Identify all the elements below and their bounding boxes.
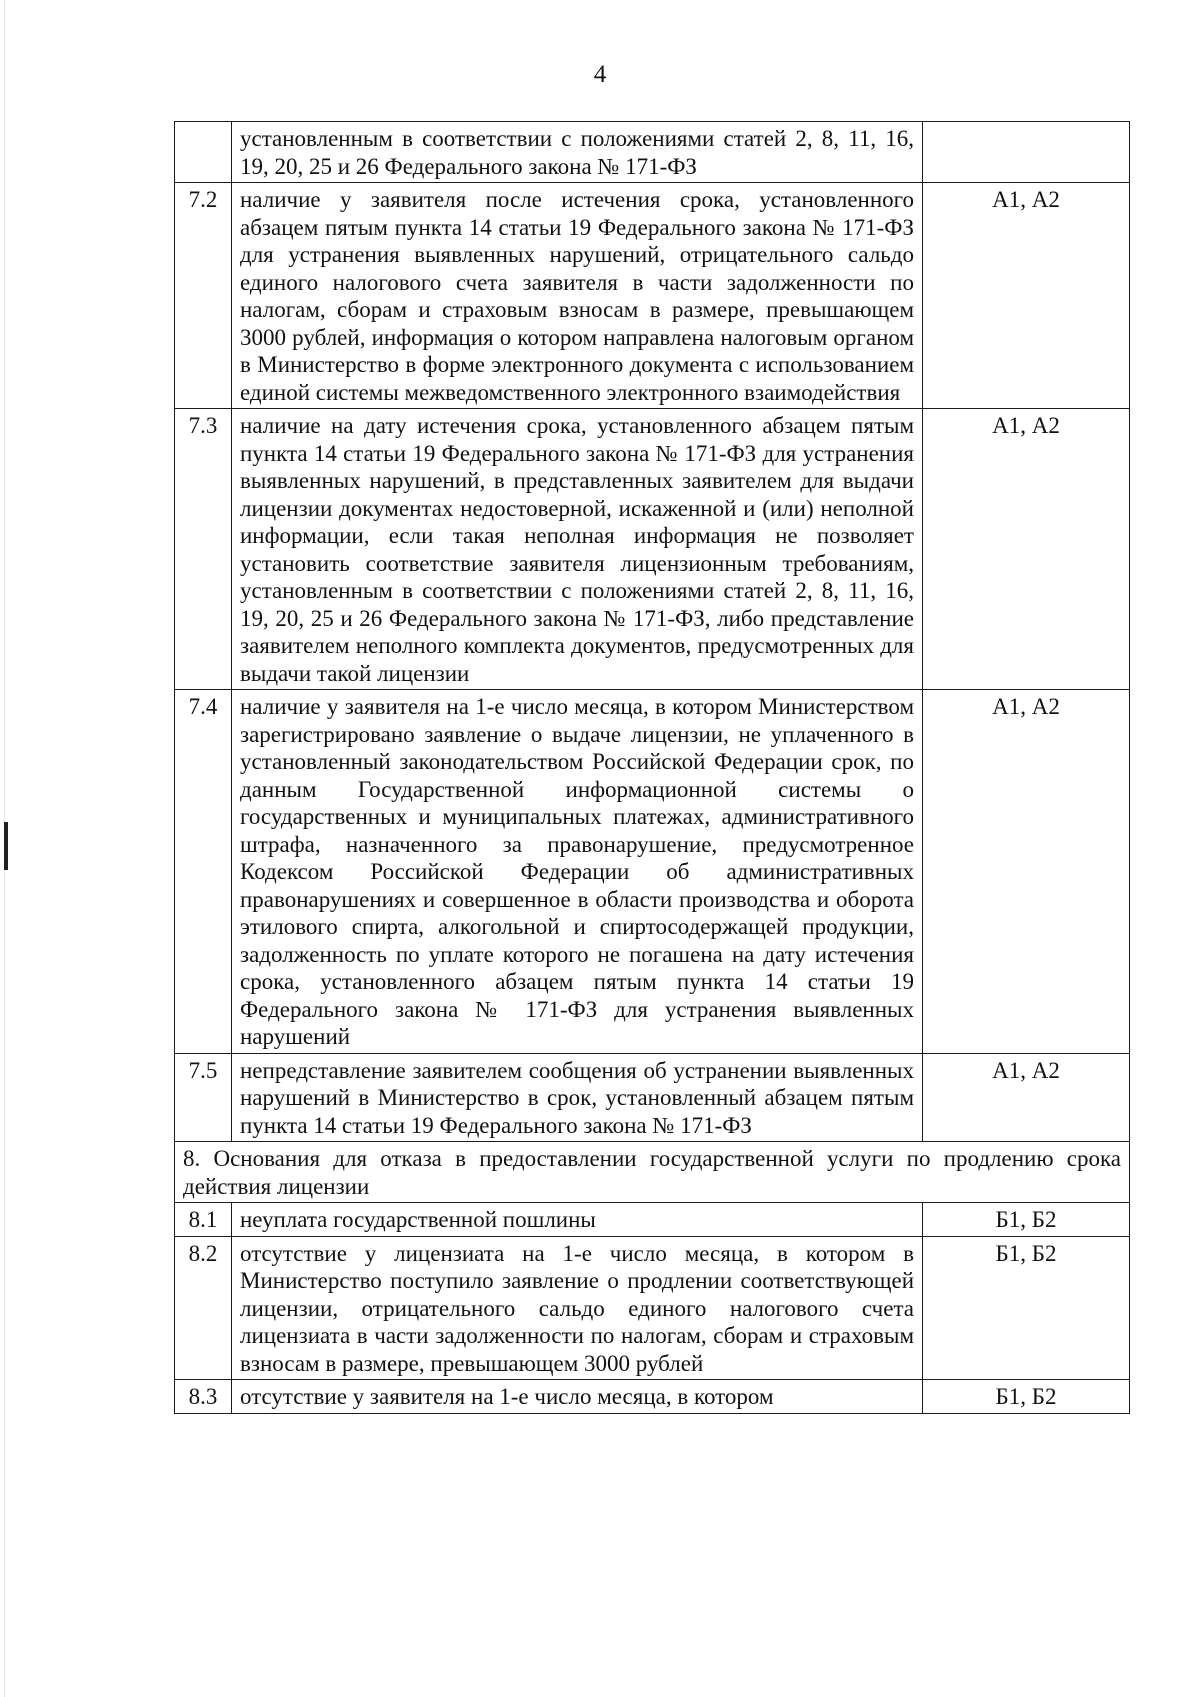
- page-number: 4: [593, 61, 607, 88]
- row-text: отсутствие у лицензиата на 1-е число месяца, в котором в Министерство поступило заявление о продлении соответствующей лицензии, отрицательного сальдо единого налогового счета лицензиата в части задолженности по налогам, сборам и страховым взносам в размере, превышающем 3000 рублей: [232, 1236, 923, 1380]
- table-row: [175, 409, 1130, 690]
- row-code: Б1, Б2: [923, 1203, 1130, 1237]
- grounds-table: [174, 121, 1130, 1414]
- row-code: [923, 122, 1130, 183]
- table-row: [175, 183, 1130, 409]
- row-number: 7.5: [175, 1053, 232, 1142]
- row-code: А1, А2: [923, 183, 1130, 409]
- row-number: 8.3: [175, 1380, 232, 1414]
- row-text: наличие на дату истечения срока, установленного абзацем пятым пункта 14 статьи 19 Федерального закона № 171-ФЗ для устранения выявленных нарушений, в представленных заявителем для выдачи лицензии документах недостоверной, искаженной и (или) неполной информации, если такая неполная информация не позволяет установить соответствие заявителя лицензионным требованиям, установленным в соответствии с положениями статей 2, 8, 11, 16, 19, 20, 25 и 26 Федерального закона № 171-ФЗ, либо представление заявителем неполного комплекта документов, предусмотренных для выдачи такой лицензии: [232, 409, 923, 690]
- row-text: неуплата государственной пошлины: [232, 1203, 923, 1237]
- row-text: непредставление заявителем сообщения об устранении выявленных нарушений в Министерство в срок, установленный абзацем пятым пункта 14 статьи 19 Федерального закона № 171-ФЗ: [232, 1053, 923, 1142]
- row-code: Б1, Б2: [923, 1236, 1130, 1380]
- section-heading-row: [175, 1142, 1130, 1203]
- table-row: [175, 1236, 1130, 1380]
- row-code: А1, А2: [923, 690, 1130, 1054]
- table-row: [175, 690, 1130, 1054]
- row-text: установленным в соответствии с положениями статей 2, 8, 11, 16, 19, 20, 25 и 26 Федерального закона № 171-ФЗ: [232, 122, 923, 183]
- scan-mark: [4, 822, 8, 870]
- row-text: наличие у заявителя после истечения срока, установленного абзацем пятым пункта 14 статьи 19 Федерального закона № 171-ФЗ для устранения выявленных нарушений, отрицательного сальдо единого налогового счета заявителя в части задолженности по налогам, сборам и страховым взносам в размере, превышающем 3000 рублей, информация о котором направлена налоговым органом в Министерство в форме электронного документа с использованием единой системы межведомственного электронного взаимодействия: [232, 183, 923, 409]
- table-row: [175, 122, 1130, 183]
- row-number: 8.2: [175, 1236, 232, 1380]
- table-row: [175, 1053, 1130, 1142]
- row-number: 7.3: [175, 409, 232, 690]
- row-code: А1, А2: [923, 1053, 1130, 1142]
- row-code: А1, А2: [923, 409, 1130, 690]
- table-row: [175, 1380, 1130, 1414]
- row-number: 8.1: [175, 1203, 232, 1237]
- section-8-heading: 8. Основания для отказа в предоставлении государственной услуги по продлению срока действия лицензии: [175, 1142, 1130, 1203]
- row-code: Б1, Б2: [923, 1380, 1130, 1414]
- row-number: [175, 122, 232, 183]
- row-number: 7.4: [175, 690, 232, 1054]
- row-text: отсутствие у заявителя на 1-е число месяца, в котором: [232, 1380, 923, 1414]
- row-number: 7.2: [175, 183, 232, 409]
- table-row: [175, 1203, 1130, 1237]
- row-text: наличие у заявителя на 1-е число месяца, в котором Министерством зарегистрировано заявление о выдаче лицензии, не уплаченного в установленный законодательством Российской Федерации срок, по данным Государственной информационной системы о государственных и муниципальных платежах, административного штрафа, назначенного за правонарушение, предусмотренное Кодексом Российской Федерации об административных правонарушениях и совершенное в области производства и оборота этилового спирта, алкогольной и спиртосодержащей продукции, задолженность по уплате которого не погашена на дату истечения срока, установленного абзацем пятым пункта 14 статьи 19 Федерального закона № 171-ФЗ для устранения выявленных нарушений: [232, 690, 923, 1054]
